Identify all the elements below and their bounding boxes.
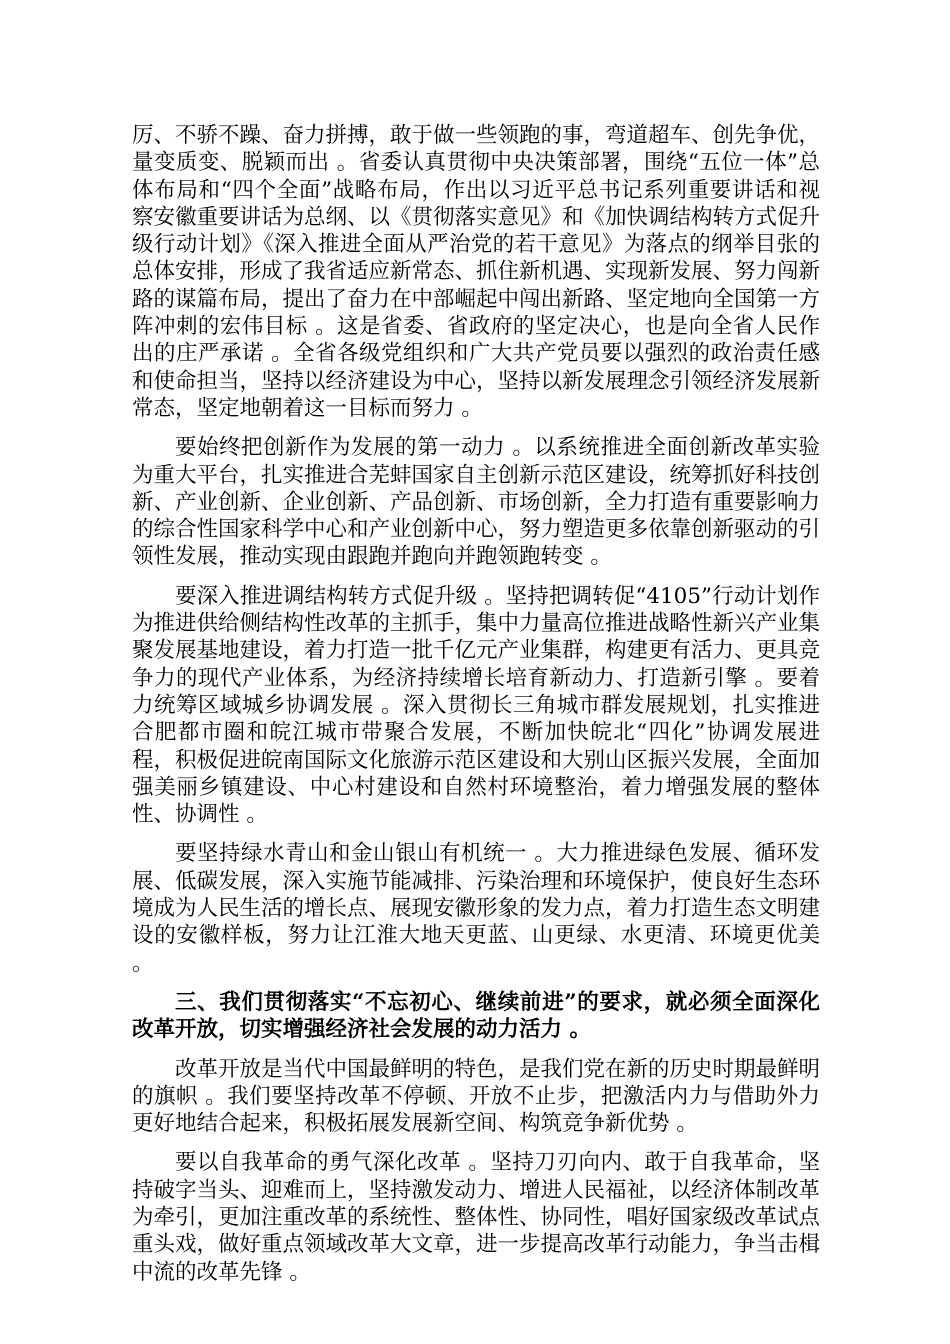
paragraph-innovation: 要始终把创新作为发展的第一动力 。以系统推进全面创新改革实验为重大平台，扎实推进合芜蚌国家自主创新示范区建设，统筹抓好科技创新、产业创新、企业创新、产品创新、市场创新，全力打造有重要影响力的综合性国家科学中心和产业创新中心，努力塑造更多依靠创新驱动的引领性发展，推动实现由跟跑并跑向并跑领跑转变 。 <box>132 435 821 570</box>
paragraph-deepen-reform: 要以自我革命的勇气深化改革 。坚持刀刃向内、敢于自我革命，坚持破字当头、迎难而上，坚持激发动力、增进人民福祉，以经济体制改革为牵引，更加注重改革的系统性、整体性、协同性，唱好国家级改革试点重头戏，做好重点领域改革大文章，进一步提高改革行动能力，争当击楫中流的改革先锋 。 <box>132 1150 821 1285</box>
paragraph-structure-adjustment: 要深入推进调结构转方式促升级 。坚持把调转促“4105”行动计划作为推进供给侧结构性改革的主抓手，集中力量高位推进战略性新兴产业集聚发展基地建设，着力打造一批千亿元产业集群，构建更有活力、更具竞争力的现代产业体系，为经济持续增长培育新动力、打造新引擎 。要着力统筹区域城乡协调发展 。深入贯彻长三角城市群发展规划，扎实推进合肥都市圈和皖江城市带聚合发展，不断加快皖北“四化”协调发展进程，积极促进皖南国际文化旅游示范区建设和大别山区振兴发展，全面加强美丽乡镇建设、中心村建设和自然村环境整治，着力增强发展的整体性、协调性 。 <box>132 583 821 828</box>
paragraph-continuation: 厉、不骄不躁、奋力拼搏，敢于做一些领跑的事，弯道超车、创先争优，量变质变、脱颖而出 。省委认真贯彻中央决策部署，围绕“五位一体”总体布局和“四个全面”战略布局，作出以习近平总书记系列重要讲话和视察安徽重要讲话为总纲、以《贯彻落实意见》和《加快调结构转方式促升级行动计划》《深入推进全面从严治党的若干意见》为落点的纲举目张的总体安排，形成了我省适应新常态、抓住新机遇、实现新发展、努力闯新路的谋篇布局，提出了奋力在中部崛起中闯出新路、坚定地向全国第一方阵冲刺的宏伟目标 。这是省委、省政府的坚定决心，也是向全省人民作出的庄严承诺 。全省各级党组织和广大共产党员要以强烈的政治责任感和使命担当，坚持以经济建设为中心，坚持以新发展理念引领经济发展新常态，坚定地朝着这一目标而努力 。 <box>132 123 821 421</box>
paragraph-green-development: 要坚持绿水青山和金山银山有机统一 。大力推进绿色发展、循环发展、低碳发展，深入实施节能减排、污染治理和环境保护，使良好生态环境成为人民生活的增长点、展现安徽形象的发力点，着力打造生态文明建设的安徽样板，努力让江淮大地天更蓝、山更绿、水更清、环境更优美 。 <box>132 841 821 976</box>
document-page <box>132 122 820 1298</box>
section-heading-three: 三、我们贯彻落实“不忘初心、继续前进”的要求，就必须全面深化改革开放，切实增强经济社会发展的动力活力 。 <box>132 989 820 1043</box>
paragraph-reform-opening: 改革开放是当代中国最鲜明的特色，是我们党在新的历史时期最鲜明的旗帜 。我们要坚持改革不停顿、开放不止步，把激活内力与借助外力更好地结合起来，积极拓展发展新空间、构筑竞争新优势 。 <box>132 1056 821 1137</box>
